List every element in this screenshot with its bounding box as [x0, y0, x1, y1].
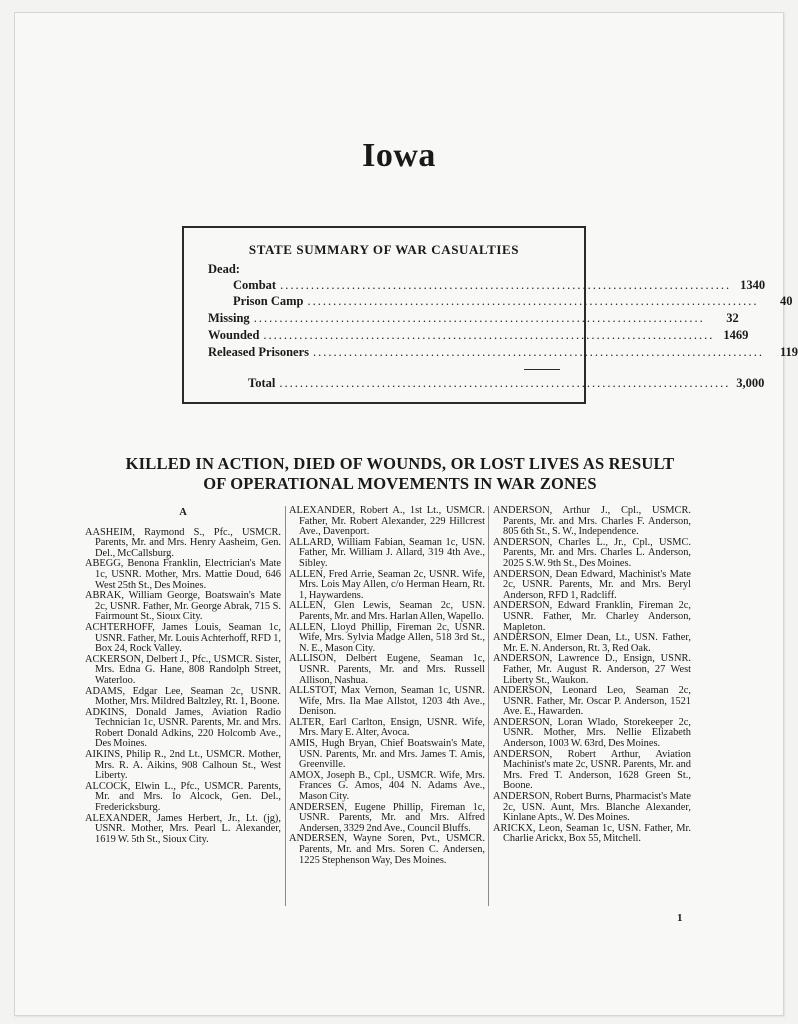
casualty-entry: ANDERSEN, Wayne Soren, Pvt., USMCR. Parents, Mr. and Mrs. Soren C. Andersen, 1225 Stephenson Way, Des Moines. — [289, 833, 485, 866]
casualty-entry: ANDERSON, Lawrence D., Ensign, USNR. Father, Mr. August R. Anderson, 27 West Liberty St., Waukon. — [493, 653, 691, 686]
summary-row-label: Wounded — [208, 328, 260, 342]
summary-row-label: Missing — [208, 311, 250, 325]
casualty-entry: ALLISON, Delbert Eugene, Seaman 1c, USNR. Parents, Mr. and Mrs. Russell Allison, Nashua. — [289, 653, 485, 686]
casualty-entry: ALLEN, Fred Arrie, Seaman 2c, USNR. Wife, Mrs. Lois May Allen, c/o Herman Hearn, Rt. 1, Haywardens. — [289, 568, 485, 601]
leader-dots: ........................................................................................ — [307, 294, 759, 308]
summary-row-label: Released Prisoners — [208, 345, 310, 359]
casualty-entry: ALLEN, Glen Lewis, Seaman 2c, USN. Parents, Mr. and Mrs. Harlan Allen, Wapello. — [289, 600, 485, 622]
summary-row-label: Prison Camp — [233, 294, 304, 308]
summary-row-label: Combat — [233, 278, 277, 292]
section-heading-line-1: KILLED IN ACTION, DIED OF WOUNDS, OR LOST LIVES AS RESULT — [125, 454, 675, 473]
casualty-entry: ANDERSON, Loran Wlado, Storekeeper 2c, USNR. Mother, Mrs. Nellie Elizabeth Anderson, 1003 W. 63rd, Des Moines. — [493, 716, 691, 750]
casualty-entry: ANDERSON, Dean Edward, Machinist's Mate 2c, USNR. Parents, Mr. and Mrs. Beryl Anderson, RFD 1, Radcliff. — [493, 568, 691, 601]
section-heading-line-2: OF OPERATIONAL MOVEMENTS IN WAR ZONES — [203, 474, 597, 493]
leader-dots: ........................................................................................ — [253, 311, 705, 325]
casualty-column-3 — [493, 506, 691, 845]
casualty-entry: ACKERSON, Delbert J., Pfc., USMCR. Sister, Mrs. Edna G. Hane, 808 Randolph Street, Waterloo. — [85, 653, 281, 686]
casualty-entry: ANDERSON, Edward Franklin, Fireman 2c, USNR. Father, Mr. Charley Anderson, Mapleton. — [493, 600, 691, 633]
casualty-entry: ALCOCK, Elwin L., Pfc., USMCR. Parents, Mr. and Mrs. Io Alcock, Gen. Del., Fredericksburg. — [85, 780, 281, 814]
document-page — [14, 12, 798, 1016]
casualty-entry: ALLSTOT, Max Vernon, Seaman 1c, USNR. Wife, Mrs. Ila Mae Allstot, 1203 4th Ave., Denison. — [289, 685, 485, 718]
summary-row-combat — [233, 278, 766, 293]
leader-dots: ........................................................................................ — [313, 345, 765, 359]
summary-row-value: 40 — [780, 294, 793, 308]
casualty-entry: ALTER, Earl Carlton, Ensign, USNR. Wife, Mrs. Mary E. Alter, Avoca. — [289, 716, 485, 739]
casualty-entry: ANDERSEN, Eugene Phillip, Fireman 1c, USNR. Parents, Mr. and Mrs. Alfred Andersen, 3329 2nd Ave., Council Bluffs. — [289, 801, 485, 834]
casualty-entry: ADAMS, Edgar Lee, Seaman 2c, USNR. Mother, Mrs. Mildred Baltzley, Rt. 1, Boone. — [85, 685, 281, 708]
casualty-entry: ACHTERHOFF, James Louis, Seaman 1c, USNR. Father, Mr. Louis Achterhoff, RFD 1, Box 24, Rock Valley. — [85, 621, 281, 655]
casualty-entry: ANDERSON, Leonard Leo, Seaman 2c, USNR. Father, Mr. Oscar P. Anderson, 1521 Ave. E., Hawarden. — [493, 685, 691, 718]
column-divider — [285, 506, 286, 906]
leader-dots: ........................................................................................ — [279, 376, 731, 390]
dead-label: Dead: — [208, 262, 240, 276]
page-number: 1 — [677, 912, 683, 924]
casualty-columns — [85, 506, 721, 906]
column-divider — [488, 506, 489, 906]
casualty-entry: AIKINS, Philip R., 2nd Lt., USMCR. Mother, Mrs. R. A. Aikins, 908 Calhoun St., West Liberty. — [85, 749, 281, 782]
summary-row-value: 32 — [726, 311, 739, 325]
casualty-entry: ABEGG, Benona Franklin, Electrician's Mate 1c, USNR. Mother, Mrs. Mattie Doud, 646 West 25th St., Des Moines. — [85, 558, 281, 591]
alphabet-letter: A — [179, 507, 187, 518]
casualty-summary-box — [182, 226, 798, 404]
page-title: Iowa — [362, 137, 436, 174]
summary-row-wounded — [208, 328, 749, 343]
casualty-entry: ALLEN, Lloyd Phillip, Fireman 2c, USNR. Wife, Mrs. Sylvia Madge Allen, 518 3rd St., N. E., Mason City. — [289, 621, 485, 654]
casualty-entry: ALLARD, William Fabian, Seaman 1c, USN. Father, Mr. William J. Allard, 319 4th Ave., Sibley. — [289, 536, 485, 569]
total-rule — [524, 369, 560, 370]
summary-row-value: 1469 — [723, 328, 749, 342]
casualty-entry: ANDERSON, Robert Arthur, Aviation Machinist's mate 2c, USNR. Parents, Mr. and Mrs. Fred T. Anderson, 1628 Green St., Boone. — [493, 748, 691, 792]
summary-row-value: 1340 — [740, 278, 766, 292]
summary-total-label: Total — [248, 376, 276, 390]
leader-dots: ........................................................................................ — [263, 328, 715, 342]
casualty-entry: AMOX, Joseph B., Cpl., USMCR. Wife, Mrs. Frances G. Amos, 404 N. Adams Ave., Mason City. — [289, 769, 485, 803]
casualty-column-1 — [85, 506, 281, 845]
casualty-entry: ALEXANDER, James Herbert, Jr., Lt. (jg), USNR. Mother, Mrs. Pearl L. Alexander, 1619 W. 5th St., Sioux City. — [85, 812, 281, 845]
summary-total-value: 3,000 — [736, 376, 765, 390]
summary-row-total — [248, 376, 765, 391]
casualty-entry: ANDERSON, Robert Burns, Pharmacist's Mate 2c, USN. Aunt, Mrs. Blanche Alexander, Kinlane Apts., W. Des Moines. — [493, 791, 691, 824]
summary-row-prison-camp — [233, 294, 793, 309]
casualty-entry: ALEXANDER, Robert A., 1st Lt., USMCR. Father, Mr. Robert Alexander, 229 Hillcrest Ave., Davenport. — [289, 505, 485, 538]
casualty-entry: AMIS, Hugh Bryan, Chief Boatswain's Mate, USN. Parents, Mr. and Mrs. James T. Amis, Greenville. — [289, 738, 485, 771]
casualty-entry: ANDERSON, Elmer Dean, Lt., USN. Father, Mr. E. N. Anderson, Rt. 3, Red Oak. — [493, 632, 691, 654]
casualty-entry: ABRAK, William George, Boatswain's Mate 2c, USNR. Father, Mr. George Abrak, 715 S. Fairmount St., Sioux City. — [85, 590, 281, 623]
casualty-entry: ANDERSON, Arthur J., Cpl., USMCR. Parents, Mr. and Mrs. Charles F. Anderson, 805 6th St., S. W., Independence. — [493, 505, 691, 538]
casualty-column-2 — [289, 506, 485, 866]
summary-row-value: 119 — [779, 345, 798, 359]
leader-dots: ........................................................................................ — [280, 278, 732, 292]
casualty-entry: ANDERSON, Charles L., Jr., Cpl., USMC. Parents, Mr. and Mrs. Charles L. Anderson, 2025 S.W. 9th St., Des Moines. — [493, 536, 691, 569]
summary-row-missing — [208, 311, 739, 326]
summary-title: STATE SUMMARY OF WAR CASUALTIES — [248, 242, 520, 257]
summary-row-released-prisoners — [208, 345, 798, 360]
section-heading — [55, 454, 745, 494]
casualty-entry: ARICKX, Leon, Seaman 1c, USN. Father, Mr. Charlie Arickx, Box 55, Mitchell. — [493, 822, 691, 845]
casualty-entry: AASHEIM, Raymond S., Pfc., USMCR. Parents, Mr. and Mrs. Henry Aasheim, Gen. Del., McCallsburg. — [85, 526, 281, 559]
casualty-entry: ADKINS, Donald James, Aviation Radio Technician 1c, USNR. Parents, Mr. and Mrs. Robert Donald Adkins, 220 Holcomb Ave., Des Moines. — [85, 706, 281, 750]
